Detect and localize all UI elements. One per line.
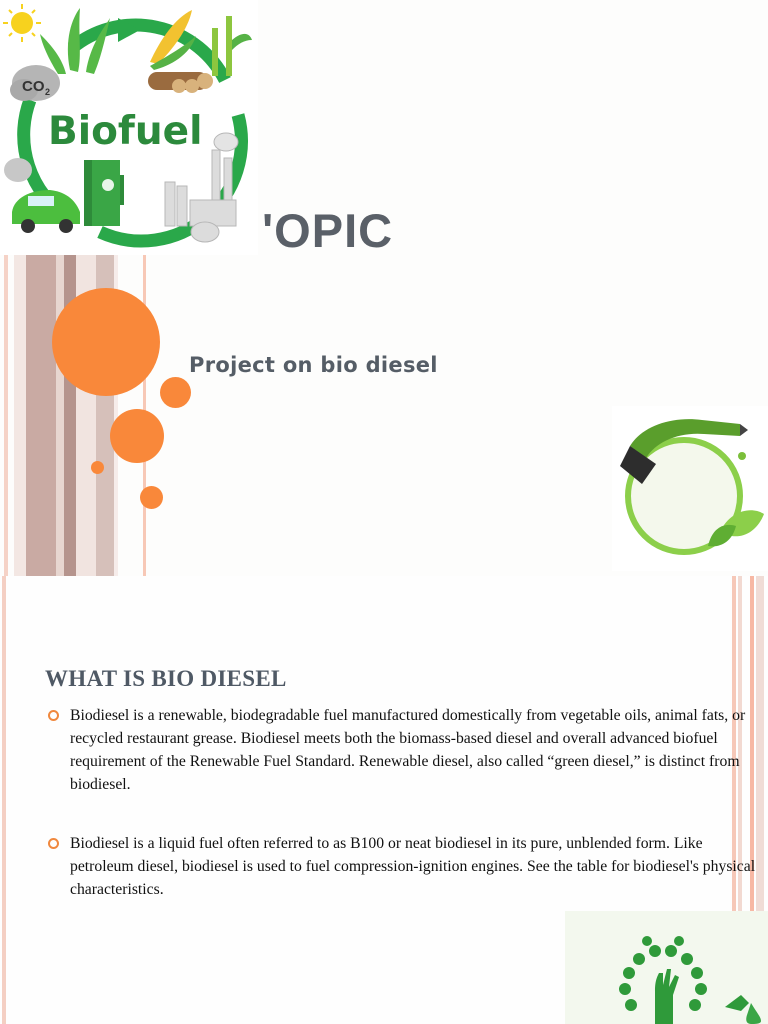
fuel-nozzle-leaf-icon xyxy=(612,406,768,571)
decor-circle-medium xyxy=(110,409,164,463)
slide-heading: WHAT IS BIO DIESEL xyxy=(45,666,287,691)
bullet-ring-icon xyxy=(48,710,59,721)
bullet-text: Biodiesel is a renewable, biodegradable fuel manufactured domestically from vegetable oils, animal fats, or recycled restaurant grease. Biodiesel meets both the biomass-based diesel and overall advanced biofuel requirement of the Renewable Fuel Standard. Renewable diesel, also called “green diesel,” is distinct from biodiesel. xyxy=(70,707,746,793)
slide-what-is-biodiesel xyxy=(0,576,768,1024)
svg-text:CO: CO xyxy=(22,78,45,95)
logo-word: Biofuel xyxy=(48,109,203,154)
list-item xyxy=(48,704,768,796)
logs-icon xyxy=(148,72,213,93)
decor-circle-large xyxy=(52,288,160,396)
left-accent-line xyxy=(2,576,6,1024)
green-tree-hand-icon xyxy=(565,911,768,1024)
svg-text:2: 2 xyxy=(45,87,51,97)
decor-circle-small-2 xyxy=(140,486,163,509)
bullet-text: Biodiesel is a liquid fuel often referred to as B100 or neat biodiesel in its pure, unblended form. Like petroleum diesel, biodiesel is used to fuel compression-ignition engines. See the table for biodiesel's physical characteristics. xyxy=(70,835,756,898)
slide-title-text: 'OPIC xyxy=(262,204,394,257)
eco-tree-image xyxy=(565,911,768,1024)
bullet-list xyxy=(48,704,768,937)
decor-circle-small xyxy=(160,377,191,408)
biofuel-logo xyxy=(0,0,258,255)
co2-cloud-icon xyxy=(10,65,60,101)
sugarcane-icon xyxy=(212,16,252,76)
plant-icon xyxy=(40,8,110,74)
bullet-ring-icon xyxy=(48,838,59,849)
list-item xyxy=(48,832,768,901)
car-icon xyxy=(12,190,80,233)
sun-icon xyxy=(3,4,41,42)
decor-circle-tiny xyxy=(91,461,104,474)
biofuel-logo-icon xyxy=(0,0,258,255)
slide-subtitle: Project on bio diesel xyxy=(189,353,438,377)
fuel-pump-icon xyxy=(84,160,124,226)
fuel-nozzle-image xyxy=(612,406,768,571)
